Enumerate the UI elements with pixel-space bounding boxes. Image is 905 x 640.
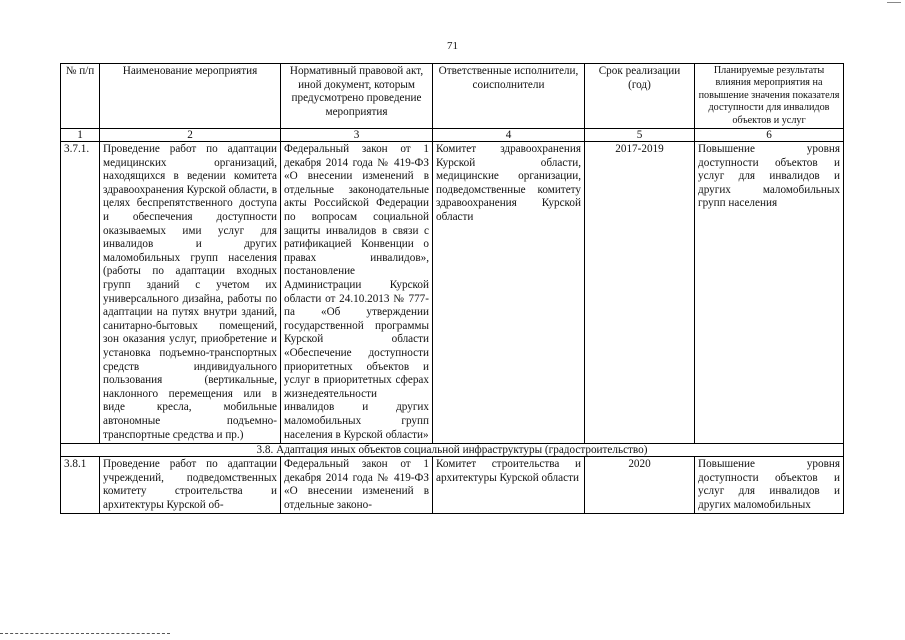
column-numbers-row — [61, 129, 844, 142]
table-row — [61, 457, 844, 514]
section-row — [61, 444, 844, 457]
column-number: 3 — [281, 129, 433, 142]
column-number: 4 — [433, 129, 585, 142]
column-number: 1 — [61, 129, 100, 142]
legal-act: Федеральный закон от 1 декабря 2014 года № 419-ФЗ «О внесении изменений в отдельные законо- — [281, 457, 433, 514]
legal-act: Федеральный закон от 1 декабря 2014 года № 419-ФЗ «О внесении изменений в отдельные законодательные акты Российской Федерации по вопросам социальной защиты инвалидов в связи с ратификацией Конвенции о правах инвалидов», постановление Администрации Курской области от 24.10.2013 № 777-па «Об утверждении государственной программы Курской области «Обеспечение доступности приоритетных объектов и услуг в приоритетных сферах жизнедеятельности инвалидов и других маломобильных групп населения в Курской области» — [281, 142, 433, 444]
measure-name: Проведение работ по адаптации медицинских организаций, находящихся в ведении комитета здравоохранения Курской области, в целях беспрепятственного доступа и обеспечения доступности оказываемых ими услуг для инвалидов и других маломобильных групп населения (работы по адаптации входных групп зданий с учетом их универсального дизайна, работы по адаптации на путях внутри зданий, санитарно-бытовых помещений, зон оказания услуг, приобретение и установка подъемно-транспортных средств индивидуального пользования (вертикальные, наклонного перемещения или в виде кресла, мобильные автономные подъемно-транспортные средства и пр.) — [100, 142, 281, 444]
scan-artifact-bottom — [0, 633, 170, 636]
header-result: Планируемые результаты влияния мероприятия на повышение значения показателя доступности для инвалидов объектов и услуг — [695, 64, 844, 129]
planned-result: Повышение уровня доступности объектов и услуг для инвалидов и других маломобильных — [695, 457, 844, 514]
header-row — [61, 64, 844, 129]
header-num: № п/п — [61, 64, 100, 129]
responsible-executors: Комитет строительства и архитектуры Курской области — [433, 457, 585, 514]
row-number: 3.8.1 — [61, 457, 100, 514]
section-title: 3.8. Адаптация иных объектов социальной инфраструктуры (градостроительство) — [61, 444, 844, 457]
header-name: Наименование мероприятия — [100, 64, 281, 129]
header-responsible: Ответственные исполнители, соисполнители — [433, 64, 585, 129]
planned-result: Повышение уровня доступности объектов и услуг для инвалидов и других маломобильных групп населения — [695, 142, 844, 444]
implementation-term: 2020 — [585, 457, 695, 514]
column-number: 2 — [100, 129, 281, 142]
header-term: Срок реализации (год) — [585, 64, 695, 129]
measures-table — [60, 63, 844, 514]
table-row — [61, 142, 844, 444]
measure-name: Проведение работ по адаптации учреждений, подведомственных комитету строительства и архитектуры Курской об- — [100, 457, 281, 514]
header-act: Нормативный правовой акт, иной документ, которым предусмотрено проведение мероприятия — [281, 64, 433, 129]
scan-artifact-corner — [887, 2, 901, 9]
page-number: 71 — [447, 40, 458, 52]
column-number: 5 — [585, 129, 695, 142]
column-number: 6 — [695, 129, 844, 142]
implementation-term: 2017-2019 — [585, 142, 695, 444]
responsible-executors: Комитет здравоохранения Курской области, медицинские организации, подведомственные комитету здравоохранения Курской области — [433, 142, 585, 444]
row-number: 3.7.1. — [61, 142, 100, 444]
